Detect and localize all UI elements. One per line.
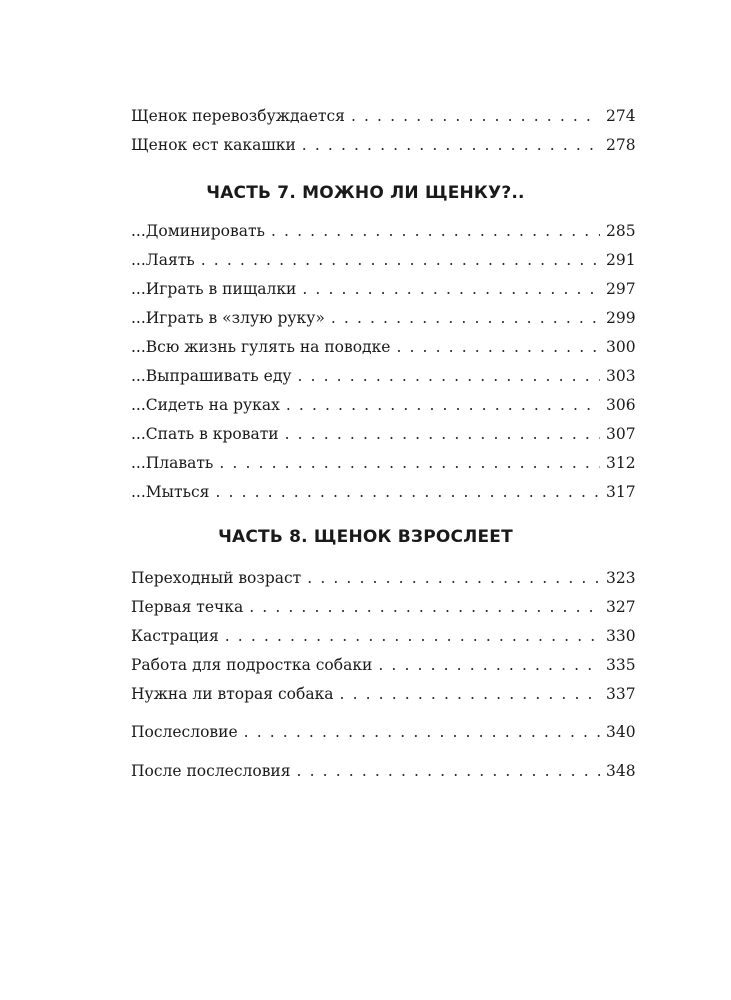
toc-entry-title: ...Плавать: [131, 454, 214, 472]
dot-leader: [396, 335, 600, 359]
toc-entry-title: ...Выпрашивать еду: [131, 367, 292, 385]
dot-leader: [285, 422, 600, 446]
dot-leader: [331, 306, 600, 330]
toc-entry-page: 299: [606, 309, 636, 327]
toc-entry-page: 274: [606, 107, 636, 125]
toc-entry[interactable]: [131, 306, 634, 330]
dot-leader: [297, 759, 600, 783]
toc-entry-title: ...Всю жизнь гулять на поводке: [131, 338, 391, 356]
toc-entry[interactable]: [131, 104, 634, 128]
toc-entry[interactable]: [131, 422, 634, 446]
toc-entry-page: 327: [606, 598, 636, 616]
toc-entry-afterword[interactable]: [131, 720, 634, 744]
toc-entry-title: ...Доминировать: [131, 222, 265, 240]
dot-leader: [302, 277, 600, 301]
toc-entry-title: Послесловие: [131, 723, 238, 741]
dot-leader: [302, 133, 600, 157]
toc-entry-title: ...Играть в «злую руку»: [131, 309, 325, 327]
toc-entry[interactable]: [131, 219, 634, 243]
toc-entry-page: 340: [606, 723, 636, 741]
toc-entry-title: ...Лаять: [131, 251, 195, 269]
dot-leader: [340, 682, 600, 706]
toc-entry[interactable]: [131, 335, 634, 359]
toc-entry[interactable]: [131, 277, 634, 301]
toc-entry-page: 285: [606, 222, 636, 240]
toc-entry-page: 303: [606, 367, 636, 385]
toc-entry-title: ...Сидеть на руках: [131, 396, 280, 414]
toc-entry-post-afterword[interactable]: [131, 759, 634, 783]
toc-entry-title: Переходный возраст: [131, 569, 302, 587]
part-7-heading: ЧАСТЬ 7. МОЖНО ЛИ ЩЕНКУ?..: [206, 183, 525, 203]
toc-entry-page: 323: [606, 569, 636, 587]
dot-leader: [286, 393, 600, 417]
toc-entry-page: 278: [606, 136, 636, 154]
dot-leader: [219, 451, 600, 475]
dot-leader: [249, 595, 600, 619]
toc-entry-page: 348: [606, 762, 636, 780]
toc-entry-title: ...Играть в пищалки: [131, 280, 297, 298]
toc-entry[interactable]: [131, 682, 634, 706]
dot-leader: [351, 104, 600, 128]
toc-entry-title: После послесловия: [131, 762, 291, 780]
toc-entry-page: 306: [606, 396, 636, 414]
toc-entry-page: 297: [606, 280, 636, 298]
toc-entry[interactable]: [131, 133, 634, 157]
dot-leader: [225, 624, 600, 648]
toc-entry[interactable]: [131, 248, 634, 272]
toc-entry-title: Нужна ли вторая собака: [131, 685, 334, 703]
part-8-heading: ЧАСТЬ 8. ЩЕНОК ВЗРОСЛЕЕТ: [218, 527, 513, 547]
dot-leader: [307, 566, 600, 590]
toc-entry[interactable]: [131, 480, 634, 504]
toc-entry-title: Первая течка: [131, 598, 244, 616]
toc-entry-page: 307: [606, 425, 636, 443]
dot-leader: [298, 364, 601, 388]
toc-entry-title: Щенок перевозбуждается: [131, 107, 345, 125]
toc-entry-title: ...Мыться: [131, 483, 210, 501]
dot-leader: [271, 219, 600, 243]
toc-entry-page: 317: [606, 483, 636, 501]
dot-leader: [201, 248, 600, 272]
dot-leader: [378, 653, 600, 677]
dot-leader: [244, 720, 600, 744]
toc-entry-page: 330: [606, 627, 636, 645]
toc-entry-page: 312: [606, 454, 636, 472]
toc-entry[interactable]: [131, 595, 634, 619]
toc-entry[interactable]: [131, 451, 634, 475]
toc-entry[interactable]: [131, 624, 634, 648]
toc-entry[interactable]: [131, 393, 634, 417]
toc-entry[interactable]: [131, 566, 634, 590]
toc-entry-page: 337: [606, 685, 636, 703]
toc-entry-page: 300: [606, 338, 636, 356]
toc-entry-title: Щенок ест какашки: [131, 136, 296, 154]
toc-entry[interactable]: [131, 653, 634, 677]
toc-entry-title: Кастрация: [131, 627, 219, 645]
toc-entry-page: 335: [606, 656, 636, 674]
toc-entry-title: Работа для подростка собаки: [131, 656, 373, 674]
toc-entry-title: ...Спать в кровати: [131, 425, 279, 443]
toc-entry-page: 291: [606, 251, 636, 269]
toc-entry[interactable]: [131, 364, 634, 388]
dot-leader: [215, 480, 600, 504]
